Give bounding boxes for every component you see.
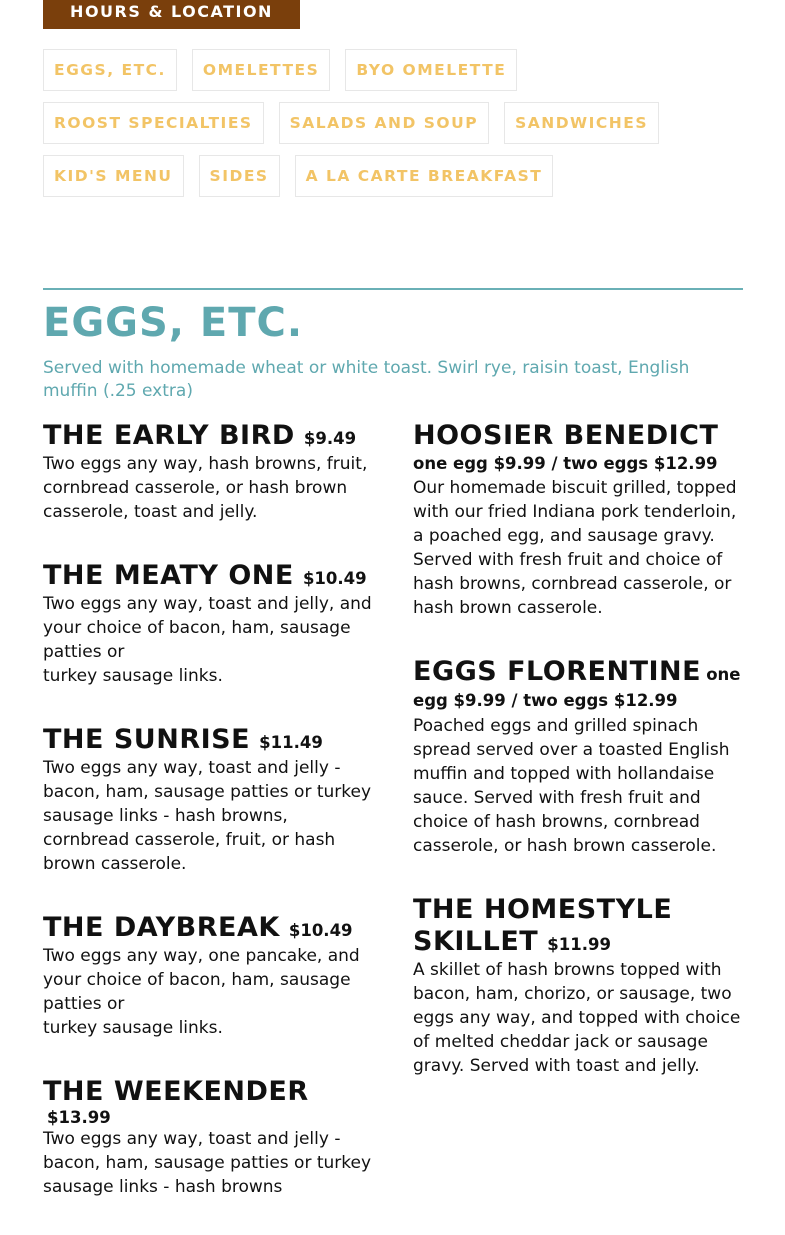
item-price: $11.99	[547, 935, 611, 954]
item-price: $10.49	[302, 569, 367, 588]
hours-location-button[interactable]: HOURS & LOCATION	[43, 0, 300, 29]
category-sides[interactable]: SIDES	[199, 155, 280, 197]
category-roost-specialties[interactable]: ROOST SPECIALTIES	[43, 102, 264, 144]
menu-column-right	[413, 420, 748, 1114]
item-description: A skillet of hash browns topped with bacon, ham, chorizo, or sausage, two eggs any way, and topped with choice of melted cheddar jack or sausage gravy. Served with toast and jelly.	[413, 960, 741, 1076]
menu-item	[413, 894, 748, 1078]
item-name: THE HOMESTYLE SKILLET	[413, 894, 673, 957]
category-nav	[43, 49, 743, 208]
category-byo-omelette[interactable]: BYO OMELETTE	[345, 49, 517, 91]
menu-item	[43, 560, 378, 688]
item-description: Two eggs any way, toast and jelly, and your choice of bacon, ham, sausage patties or turkey sausage links.	[43, 594, 372, 686]
section-divider	[43, 288, 743, 290]
item-price: $13.99	[47, 1108, 111, 1127]
item-name: EGGS FLORENTINE	[413, 656, 702, 687]
item-name: THE SUNRISE	[43, 724, 251, 755]
menu-item	[43, 420, 378, 524]
category-sandwiches[interactable]: SANDWICHES	[504, 102, 659, 144]
menu-item	[413, 420, 748, 620]
item-price: $9.49	[303, 429, 357, 448]
item-name: HOOSIER BENEDICT	[413, 420, 719, 451]
category-a-la-carte-breakfast[interactable]: A LA CARTE BREAKFAST	[295, 155, 554, 197]
item-price: $10.49	[288, 921, 353, 940]
category-salads-and-soup[interactable]: SALADS AND SOUP	[279, 102, 489, 144]
item-description: Poached eggs and grilled spinach spread served over a toasted English muffin and topped with hollandaise sauce. Served with fresh fruit and choice of hash browns, cornbread casserole, or hash brown casserole.	[413, 716, 730, 856]
section-subtitle: Served with homemade wheat or white toast. Swirl rye, raisin toast, English muffin (.25 extra)	[43, 358, 690, 401]
item-description: Two eggs any way, toast and jelly - bacon, ham, sausage patties or turkey sausage links - hash browns	[43, 1129, 372, 1197]
menu-item	[43, 1076, 378, 1199]
item-description: Two eggs any way, hash browns, fruit, cornbread casserole, or hash brown casserole, toast and jelly.	[43, 454, 368, 522]
section-title: EGGS, ETC.	[43, 300, 304, 346]
category-kids-menu[interactable]: KID'S MENU	[43, 155, 184, 197]
item-name: THE MEATY ONE	[43, 560, 294, 591]
item-description: Two eggs any way, one pancake, and your choice of bacon, ham, sausage patties or turkey sausage links.	[43, 946, 360, 1038]
item-price: one egg $9.99 / two eggs $12.99	[413, 454, 718, 473]
menu-column-left	[43, 420, 378, 1235]
item-description: Our homemade biscuit grilled, topped with our fried Indiana pork tenderloin, a poached egg, and sausage gravy. Served with fresh fruit and choice of hash browns, cornbread casserole, or hash brown casserole.	[413, 478, 737, 618]
category-eggs-etc[interactable]: EGGS, ETC.	[43, 49, 177, 91]
item-price: $11.49	[259, 733, 323, 752]
category-row	[43, 155, 743, 197]
menu-item	[43, 724, 378, 876]
menu-item	[413, 656, 748, 858]
item-name: THE EARLY BIRD	[43, 420, 295, 451]
item-price: one egg $9.99 / two eggs $12.99	[413, 665, 741, 710]
category-row	[43, 49, 743, 91]
item-name: THE WEEKENDER	[43, 1076, 309, 1107]
category-omelettes[interactable]: OMELETTES	[192, 49, 330, 91]
item-name: THE DAYBREAK	[43, 912, 280, 943]
menu-item	[43, 912, 378, 1040]
category-row	[43, 102, 743, 144]
item-description: Two eggs any way, toast and jelly - bacon, ham, sausage patties or turkey sausage links - hash browns, cornbread casserole, fruit, or hash brown casserole.	[43, 758, 372, 874]
